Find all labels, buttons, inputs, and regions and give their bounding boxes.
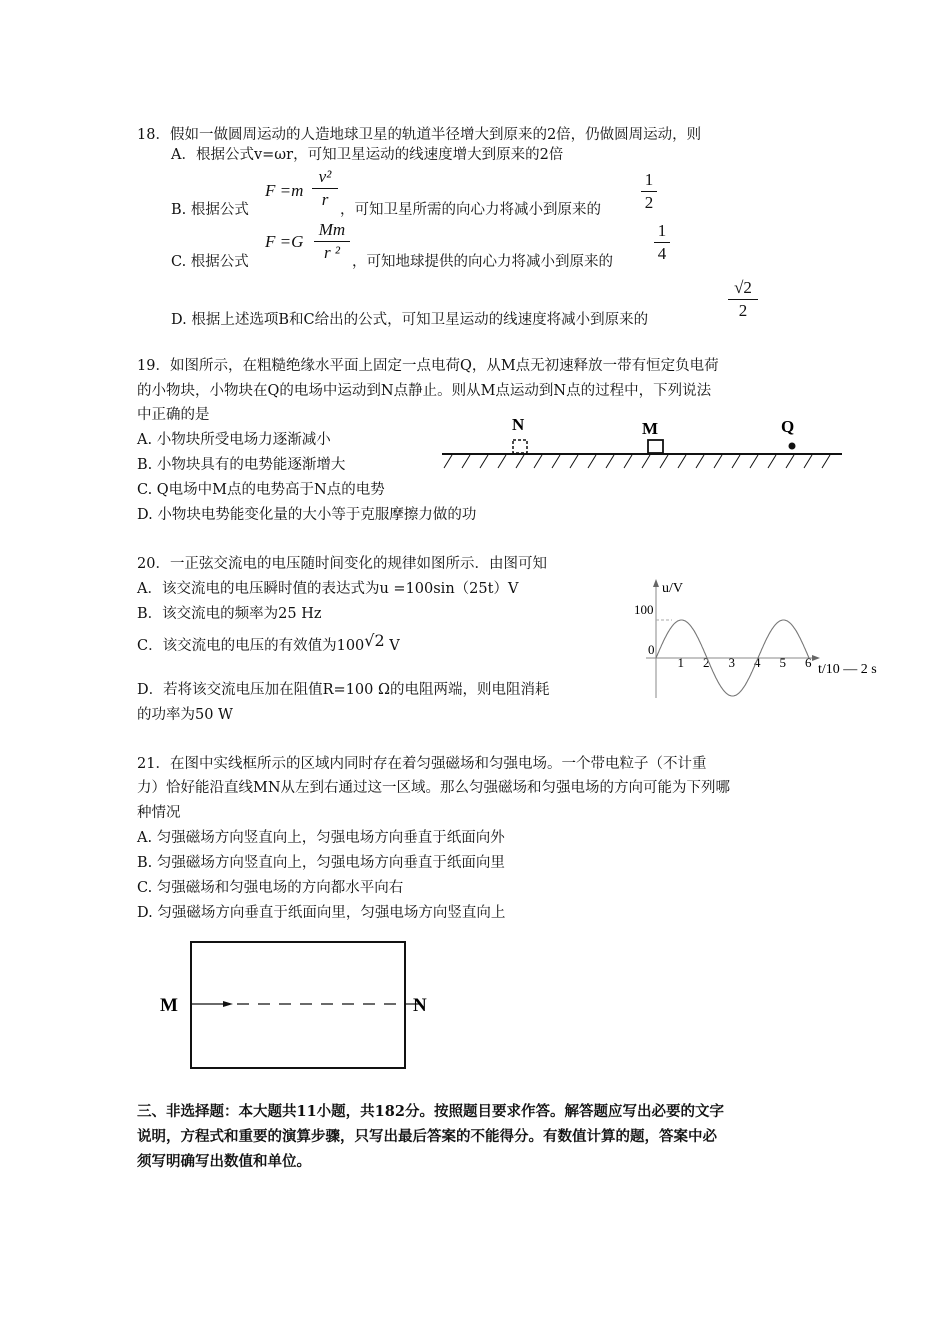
- label-m: M: [160, 995, 178, 1016]
- q20-c-prefix: C．该交流电的电压的有效值为100: [137, 638, 365, 654]
- label-m: M: [642, 419, 659, 438]
- q21-option-c: C. 匀强磁场和匀强电场的方向都水平向右: [137, 880, 404, 896]
- x-tick-6: 6: [805, 655, 812, 670]
- x-tick-2: 2: [703, 655, 710, 670]
- q18-d-answer-fraction: [728, 278, 758, 321]
- y-axis-arrow: [653, 579, 659, 587]
- charge-q: [789, 443, 796, 450]
- q19-line2: 的小物块，小物块在Q的电场中运动到N点静止。则从M点运动到N点的过程中，下列说法: [137, 383, 712, 399]
- q18-c-formula-lhs: F =G: [265, 232, 304, 251]
- q19-option-a: A. 小物块所受电场力逐渐减小: [137, 432, 331, 448]
- q18-b-answer-fraction: [641, 170, 657, 213]
- q18-option-c-prefix: C. 根据公式: [171, 254, 249, 270]
- q18-option-c-suffix: ，可知地球提供的向心力将减小到原来的: [352, 254, 613, 270]
- q18-b-formula-lhs: F =m: [265, 181, 304, 200]
- label-q: Q: [781, 417, 795, 436]
- x-tick-5: 5: [779, 655, 786, 670]
- label-n: N: [413, 995, 427, 1016]
- q21-line3: 种情况: [137, 805, 181, 821]
- y-tick-0: 0: [648, 642, 655, 657]
- section3-line3: 须写明确写出数值和单位。: [137, 1153, 311, 1170]
- q18-c-formula-num: Mm: [318, 220, 346, 239]
- q18-b-formula-fraction: [312, 167, 338, 210]
- q18-c-frac-num: 1: [657, 221, 667, 240]
- q21-field-region-figure: [155, 935, 445, 1075]
- q21-option-a: A. 匀强磁场方向竖直向上，匀强电场方向垂直于纸面向外: [137, 830, 505, 846]
- q20-option-d-line2: 的功率为50 W: [137, 707, 233, 723]
- q18-c-answer-fraction: [654, 221, 670, 264]
- q21-line2: 力）恰好能沿直线MN从左到右通过这一区域。那么匀强磁场和匀强电场的方向可能为下列哪: [137, 780, 731, 796]
- q20-option-b: B．该交流电的频率为25 Hz: [137, 606, 322, 622]
- x-axis-label: t/10 — 2 s: [818, 662, 877, 677]
- q18-option-a: A．根据公式v=ωr，可知卫星运动的线速度增大到原来的2倍: [171, 147, 564, 163]
- q20-voltage-chart: [628, 576, 890, 701]
- q20-option-a: A．该交流电的电压瞬时值的表达式为u =100sin（25t）V: [137, 581, 519, 597]
- x-tick-1: 1: [677, 655, 684, 670]
- q19-option-b: B. 小物块具有的电势能逐渐增大: [137, 457, 346, 473]
- q20-option-c: [137, 631, 400, 655]
- x-tick-3: 3: [728, 655, 735, 670]
- q18-d-frac-num: √2: [734, 278, 752, 297]
- block-n-dashed: [513, 440, 527, 453]
- y-axis-label: u/V: [662, 581, 683, 596]
- q18-c-frac-den: 4: [657, 244, 667, 263]
- q18-stem: 18．假如一做圆周运动的人造地球卫星的轨道半径增大到原来的2倍，仍做圆周运动，则: [137, 127, 702, 143]
- q18-b-formula-den: r: [321, 190, 329, 209]
- q20-c-root: √2: [364, 631, 385, 650]
- q18-b-frac-den: 2: [644, 193, 654, 212]
- x-axis-arrow: [812, 655, 820, 661]
- q20-stem: 20．一正弦交流电的电压随时间变化的规律如图所示．由图可知: [137, 556, 547, 572]
- q18-option-b-suffix: ，可知卫星所需的向心力将减小到原来的: [340, 202, 601, 218]
- q18-c-formula-den: r ²: [324, 243, 340, 262]
- q19-line1: 19．如图所示，在粗糙绝缘水平面上固定一点电荷Q，从M点无初速释放一带有恒定负电荷: [137, 358, 719, 374]
- q21-option-d: D. 匀强磁场方向垂直于纸面向里，匀强电场方向竖直向上: [137, 905, 506, 921]
- q20-option-d-line1: D．若将该交流电压加在阻值R=100 Ω的电阻两端，则电阻消耗: [137, 682, 550, 698]
- block-m: [648, 440, 663, 453]
- q21-line1: 21．在图中实线框所示的区域内同时存在着匀强磁场和匀强电场。一个带电粒子（不计重: [137, 756, 707, 772]
- q20-c-unit: V: [384, 638, 400, 654]
- q18-option-d: D. 根据上述选项B和C给出的公式，可知卫星运动的线速度将减小到原来的: [171, 312, 649, 328]
- y-tick-100: 100: [634, 602, 654, 617]
- q19-figure: [438, 410, 848, 475]
- q18-d-frac-den: 2: [738, 301, 748, 320]
- q18-c-formula-fraction: [314, 220, 350, 263]
- x-tick-4: 4: [754, 655, 761, 670]
- label-n: N: [512, 415, 525, 434]
- section3-line2: 说明，方程式和重要的演算步骤，只写出最后答案的不能得分。有数值计算的题，答案中必: [137, 1128, 717, 1145]
- q19-option-c: C. Q电场中M点的电势高于N点的电势: [137, 482, 385, 498]
- q18-option-b-prefix: B. 根据公式: [171, 202, 249, 218]
- q19-line3: 中正确的是: [137, 407, 210, 423]
- q21-option-b: B. 匀强磁场方向竖直向上，匀强电场方向垂直于纸面向里: [137, 855, 505, 871]
- q18-b-formula-num: v²: [318, 167, 332, 186]
- section3-line1: 三、非选择题：本大题共11小题，共182分。按照题目要求作答。解答题应写出必要的文字: [137, 1103, 724, 1120]
- q18-b-frac-num: 1: [644, 170, 654, 189]
- q19-option-d: D. 小物块电势能变化量的大小等于克服摩擦力做的功: [137, 507, 477, 523]
- direction-arrow: [223, 1001, 233, 1007]
